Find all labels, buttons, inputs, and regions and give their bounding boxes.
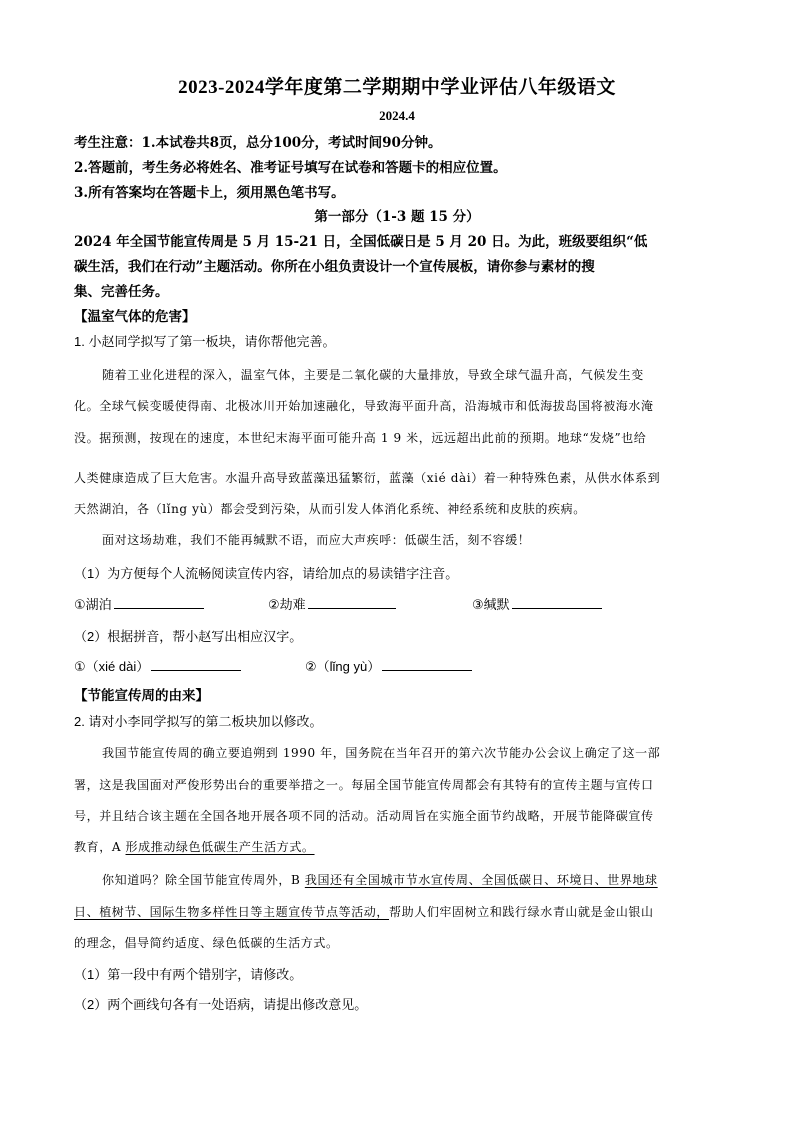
q1-sub1-item-2: ②劫难	[268, 594, 396, 613]
notice-line-2: 2.答题前，考生务必将姓名、准考证号填写在试卷和答题卡的相应位置。	[74, 160, 507, 176]
answer-blank[interactable]	[151, 658, 241, 671]
passage1-line-5: 天然湖泊，各（lǐng yù）都会受到污染，从而引发人体消化系统、神经系统和皮肤的疾病。	[74, 502, 586, 516]
answer-blank[interactable]	[512, 596, 602, 609]
passage1-line-2: 化。全球气候变暖使得南、北极冰川开始加速融化，导致海平面升高，沿海城市和低海拔岛国将被海水淹	[74, 399, 654, 413]
question-2: 2. 请对小李同学拟写的第二板块加以修改。	[74, 714, 323, 729]
section2-heading: 【节能宣传周的由来】	[74, 688, 209, 704]
answer-blank[interactable]	[114, 596, 204, 609]
passage1-line-4: 人类健康造成了巨大危害。水温升高导致蓝藻迅猛繁衍，蓝藻（xié dài）着一种特殊色素，从供水体系到	[74, 471, 661, 485]
q1-sub2-item-2: ②（lǐng yù）	[305, 656, 472, 675]
q2-sub2: （2）两个画线句各有一处语病，请提出修改意见。	[74, 997, 368, 1012]
notice-line-1: 考生注意：1.本试卷共8页，总分100分，考试时间90分钟。	[74, 135, 442, 151]
passage2-line-2: 署，这是我国面对严俊形势出台的重要举措之一。每届全国节能宣传周都会有其特有的宣传主题与宣传口	[74, 778, 654, 792]
section1-heading: 【温室气体的危害】	[74, 309, 196, 325]
q1-sub2: （2）根据拼音，帮小赵写出相应汉字。	[74, 629, 303, 644]
underlined-sentence-b-part1: 我国还有全国城市节水宣传周、全国低碳日、环境日、世界地球	[304, 873, 658, 887]
q2-sub1: （1）第一段中有两个错别字，请修改。	[74, 967, 303, 982]
passage2-line-1: 我国节能宣传周的确立要追朔到 1990 年，国务院在当年召开的第六次节能办公会议上确定了这一部	[102, 746, 661, 760]
passage2-line-4: 教育，A 形成推动绿色低碳生产生活方式。	[74, 840, 315, 854]
notice-line-3: 3.所有答案均在答题卡上，须用黑色笔书写。	[74, 185, 345, 201]
answer-blank[interactable]	[308, 596, 396, 609]
passage2-line-5: 你知道吗？除全国节能宣传周外，B 我国还有全国城市节水宣传周、全国低碳日、环境日、世界地球	[102, 873, 658, 887]
answer-blank[interactable]	[382, 658, 472, 671]
q1-sub2-item-1: ①（xié dài）	[74, 656, 241, 675]
passage2-line-3: 号，并且结合该主题在全国各地开展各项不同的活动。活动周旨在实施全面节约战略，开展节能降碳宣传	[74, 809, 654, 823]
sentence-a-label: A	[111, 840, 122, 854]
q1-sub1-item-3: ③缄默	[472, 594, 602, 613]
q1-sub1: （1）为方便每个人流畅阅读宣传内容，请给加点的易读错字注音。	[74, 566, 459, 581]
intro-line-3: 集、完善任务。	[74, 284, 169, 300]
exam-title: 2023-2024学年度第二学期期中学业评估八年级语文	[178, 77, 616, 98]
passage1-line-3: 没。据预测，按现在的速度，本世纪末海平面可能升高 1 9 米，远远超出此前的预期。地球“发烧”也给	[74, 431, 647, 445]
underlined-sentence-b-part2: 日、植树节、国际生物多样性日等主题宣传节点等活动，	[74, 905, 390, 919]
question-1: 1. 小赵同学拟写了第一板块，请你帮他完善。	[74, 334, 336, 349]
passage1-line-6: 面对这场劫难，我们不能再缄默不语，而应大声疾呼：低碳生活，刻不容缓！	[102, 533, 531, 547]
q1-sub1-item-1: ①湖泊	[74, 594, 204, 613]
passage2-line-7: 的理念，倡导简约适度、绿色低碳的生活方式。	[74, 936, 339, 950]
intro-line-2: 碳生活，我们在行动”主题活动。你所在小组负责设计一个宣传展板，请你参与素材的搜	[74, 259, 595, 275]
passage2-line-6: 日、植树节、国际生物多样性日等主题宣传节点等活动，帮助人们牢固树立和践行绿水青山就是金山银山	[74, 905, 654, 919]
intro-line-1: 2024 年全国节能宣传周是 5 月 15-21 日，全国低碳日是 5 月 20 日。为此，班级要组织“低	[74, 234, 648, 250]
exam-date: 2024.4	[379, 108, 415, 123]
passage1-line-1: 随着工业化进程的深入，温室气体，主要是二氧化碳的大量排放，导致全球气温升高，气候发生变	[102, 368, 644, 382]
underlined-sentence-a: 形成推动绿色低碳生产生活方式。	[125, 840, 315, 854]
part1-heading: 第一部分（1-3 题 15 分）	[314, 209, 480, 225]
